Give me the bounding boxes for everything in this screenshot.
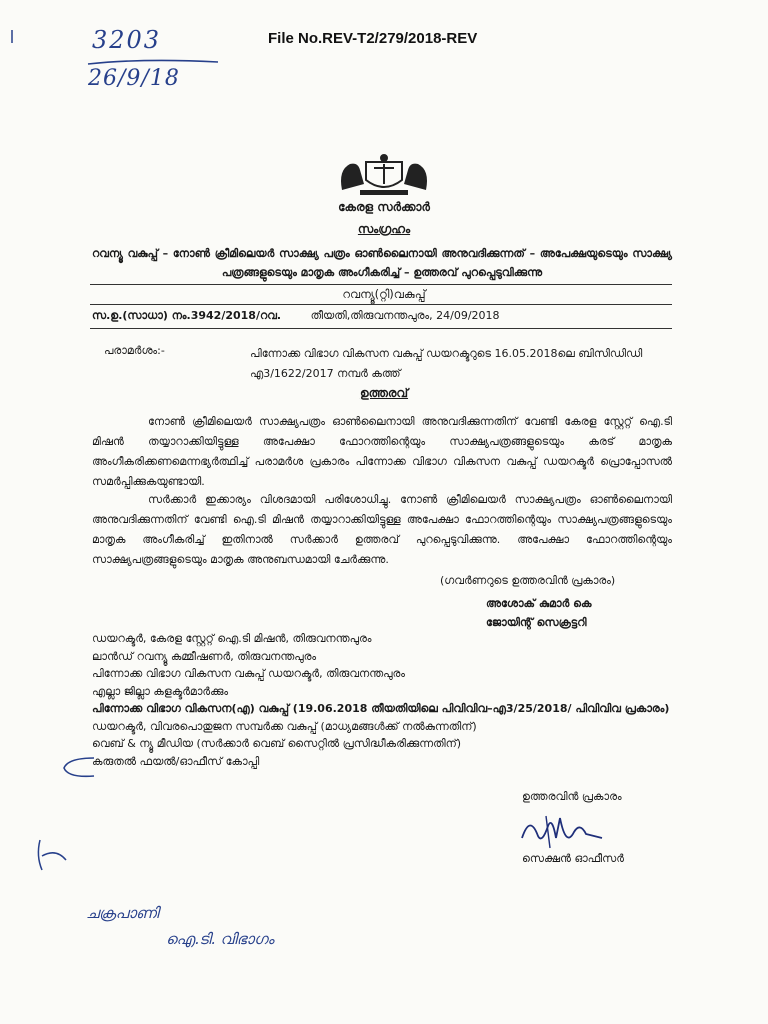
distribution-item: ഡയറക്ടർ, കേരള സ്റ്റേറ്റ് ഐ.ടി മിഷൻ, തിരുവനന്തപുരം: [92, 632, 372, 645]
handwritten-margin-mark: [30, 836, 74, 876]
section-officer-label: സെക്ഷൻ ഓഫീസർ: [522, 852, 624, 865]
government-name: കേരള സർക്കാർ: [338, 200, 430, 214]
distribution-item: ഡയറക്ടർ, വിവരപൊതുജന സമ്പർക്ക വകുപ്പ് (മാധ്യമങ്ങൾക്ക് നൽകുന്നതിന്): [92, 719, 477, 733]
abstract-title: സംഗ്രഹം: [357, 222, 411, 236]
signatory-name: അശോക് കുമാർ കെ: [486, 597, 592, 610]
handwritten-note-2: ഐ.ടി. വിഭാഗം: [166, 930, 274, 948]
subject-text: റവന്യൂ വകുപ്പ് – നോൺ ക്രീമിലെയർ സാക്ഷ്യ പത്രം ഓൺലൈനായി അനുവദിക്കുന്നത് – അപേക്ഷയുടെയും സാക്ഷ്യ പത്രങ്ങളുടെയും മാതൃക അംഗീകരിച്ച് – ഉത്തരവ് പുറപ്പെടുവിക്കുന്നു: [92, 247, 672, 279]
order-heading: ഉത്തരവ്: [359, 386, 409, 400]
reference-label: പരാമർശം:-: [104, 344, 165, 357]
distribution-item: ലാൻഡ് റവന്യൂ കമ്മീഷണർ, തിരുവനന്തപുരം: [92, 649, 317, 663]
order-paragraph-2: സർക്കാർ ഇക്കാര്യം വിശദമായി പരിശോധിച്ചു. നോൺ ക്രീമിലെയർ സാക്ഷ്യപത്രം ഓൺലൈനായി അനുവദിക്കുന്നതിന് വേണ്ടി ഐ.ടി മിഷൻ തയ്യാറാക്കിയിട്ടുള്ള അപേക്ഷാ ഫോറത്തിന്റെയും സാക്ഷ്യപത്രങ്ങളുടെയും മാതൃക അംഗീകരിച്ച് ഇതിനാൽ സർക്കാർ ഉത്തരവ് പുറപ്പെടുവിക്കുന്നു. അപേക്ഷാ ഫോറത്തിന്റെയും സാക്ഷ്യപത്രങ്ങളുടെയും മാതൃക അനുബന്ധമായി ചേർക്കുന്നു.: [92, 493, 672, 566]
handwritten-number: 3203: [92, 26, 162, 54]
bottom-rule: [90, 328, 672, 329]
order-number-line: [92, 309, 500, 323]
distribution-item: കരുതൽ ഫയൽ/ഓഫീസ് കോപ്പി: [92, 754, 260, 768]
top-rule: [90, 284, 672, 285]
distribution-item: പിന്നോക്ക വിഭാഗ വികസന വകുപ്പ് ഡയറക്ടർ, തിരുവനന്തപുരം: [92, 667, 406, 680]
order-date: തീയതി,തിരുവനന്തപുരം, 24/09/2018: [310, 309, 500, 322]
reference-text: പിന്നോക്ക വിഭാഗ വികസന വകുപ്പ് ഡയറക്ടറുടെ 16.05.2018ലെ ബിസിഡിഡി എ3/1622/2017 നമ്പർ കത്ത്: [250, 347, 643, 380]
distribution-item: എല്ലാ ജില്ലാ കളക്ടർമാർക്കും: [92, 684, 229, 698]
order-number: സ.ഉ.(സാധാ) നം.3942/2018/റവ.: [92, 309, 282, 322]
handwritten-tick-mark: [6, 28, 18, 46]
by-order-of-governor: (ഗവർണറുടെ ഉത്തരവിൻ പ്രകാരം): [440, 574, 616, 587]
signature-scribble: [516, 808, 606, 852]
order-paragraph-1: നോൺ ക്രീമിലെയർ സാക്ഷ്യപത്രം ഓൺലൈനായി അനുവദിക്കുന്നതിന് വേണ്ടി കേരള സ്റ്റേറ്റ് ഐ.ടി മിഷൻ തയ്യാറാക്കിയിട്ടുള്ള അപേക്ഷാ ഫോറത്തിന്റെയും സാക്ഷ്യപത്രങ്ങളുടെയും കരട് മാതൃക അംഗീകരിക്കണമെന്നഭ്യർത്ഥിച്ച് പരാമർശ പ്രകാരം പിന്നോക്ക വിഭാഗ വികസന വകുപ്പ് ഡയറക്ടർ പ്രൊപ്പോസൽ സമർപ്പിക്കുകയുണ്ടായി.: [92, 415, 672, 488]
handwritten-note-1: ചക്രപാണി: [86, 904, 159, 922]
file-number: File No.REV-T2/279/2018-REV: [268, 30, 478, 47]
distribution-list: [92, 630, 682, 770]
middle-rule: [90, 304, 672, 305]
signatory-title: ജോയിന്റ് സെക്രട്ടറി: [486, 616, 587, 629]
handwritten-bracket: [58, 752, 98, 782]
distribution-item: വെബ് & ന്യൂ മീഡിയ (സർക്കാർ വെബ് സൈറ്റിൽ പ്രസിദ്ധീകരിക്കുന്നതിന്): [92, 737, 462, 750]
department-name: റവന്യൂ(റ്റി)വകുപ്പ്: [342, 287, 426, 301]
signatory-block: [486, 594, 592, 632]
distribution-item: പിന്നോക്ക വിഭാഗ വികസന(എ) വകുപ്പ് (19.06.2018 തീയതിയിലെ പിവിവിവ–എ3/25/2018/ പിവിവിവ പ്രകാരം): [92, 702, 670, 715]
by-order-label: ഉത്തരവിൻ പ്രകാരം: [522, 790, 622, 803]
handwritten-date: 26/9/18: [88, 66, 180, 91]
kerala-emblem-icon: [330, 150, 438, 198]
